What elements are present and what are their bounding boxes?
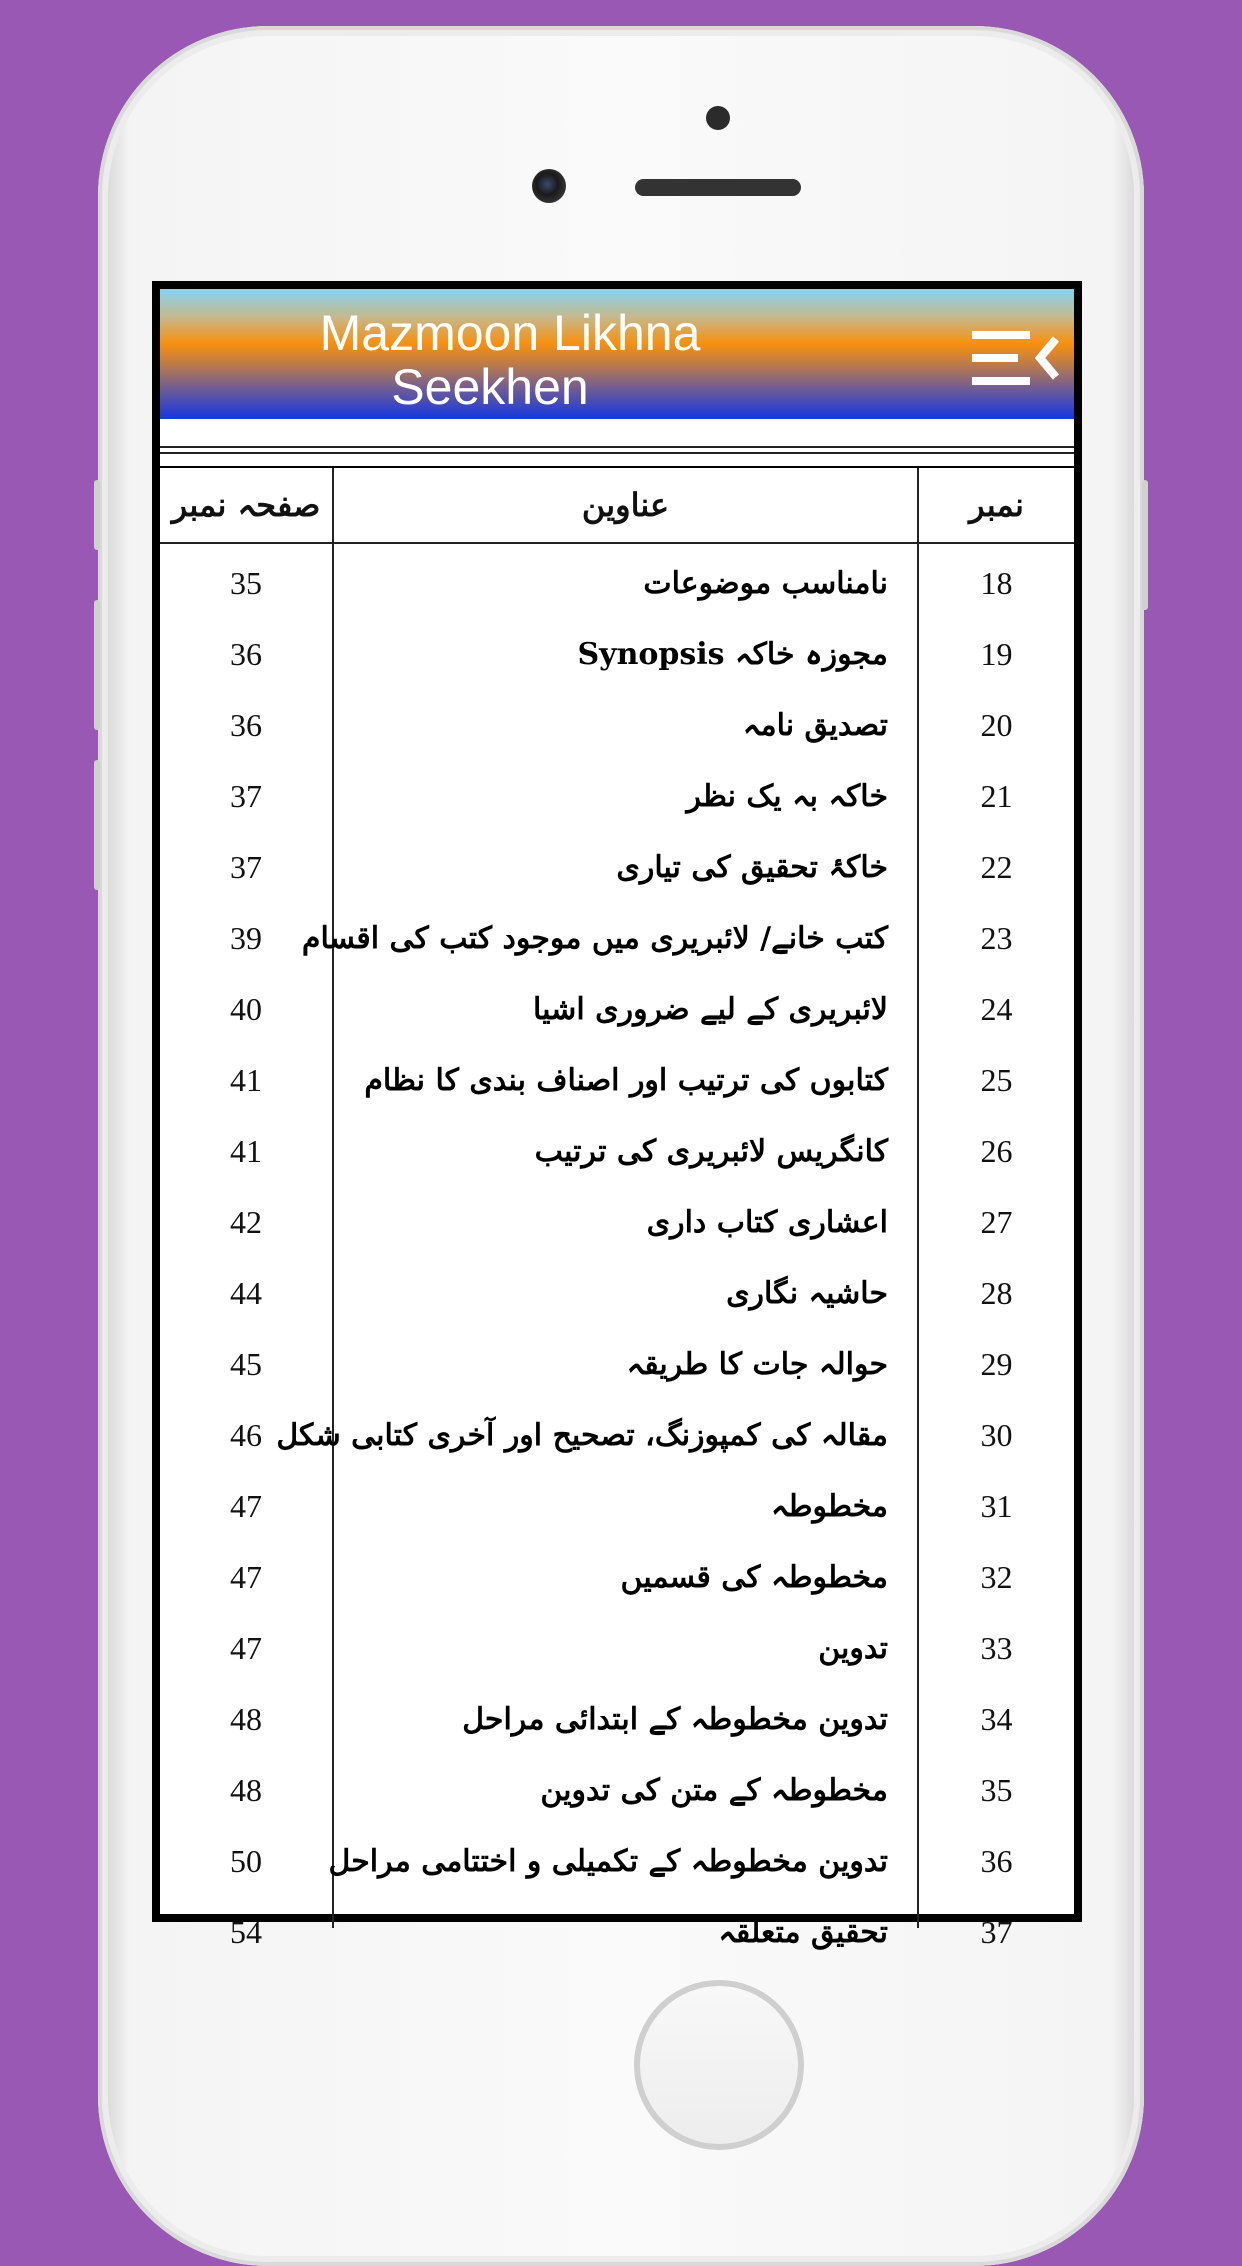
row-number: 18 — [980, 565, 1013, 601]
row-page: 40 — [230, 991, 262, 1027]
table-row[interactable] — [160, 1755, 1074, 1826]
volume-up-button — [94, 600, 100, 730]
row-page: 46 — [230, 1417, 262, 1453]
table-row[interactable] — [160, 1897, 1074, 1968]
earpiece-speaker — [635, 179, 801, 196]
row-number: 28 — [980, 1275, 1013, 1311]
home-button[interactable] — [634, 1980, 804, 2150]
row-title[interactable]: مخطوطہ کے متن کی تدوین — [540, 1773, 888, 1808]
app-title-line1: Mazmoon Likhna — [319, 305, 701, 361]
row-title[interactable]: مخطوطہ — [771, 1489, 888, 1524]
row-title[interactable]: تدوین — [818, 1631, 888, 1666]
row-title[interactable]: مخطوطہ کی قسمیں — [620, 1560, 888, 1595]
row-page: 44 — [230, 1275, 262, 1311]
row-number: 35 — [980, 1772, 1013, 1808]
row-page: 41 — [230, 1062, 262, 1098]
row-number: 27 — [980, 1204, 1013, 1240]
row-page: 37 — [230, 849, 262, 885]
table-row[interactable] — [160, 1471, 1074, 1542]
row-title[interactable]: اعشاری کتاب داری — [646, 1205, 888, 1240]
header-number: نمبر — [969, 486, 1024, 524]
row-title[interactable]: نامناسب موضوعات — [643, 566, 888, 601]
row-page: 47 — [230, 1488, 262, 1524]
row-page: 50 — [230, 1843, 262, 1879]
row-number: 34 — [980, 1701, 1013, 1737]
row-title[interactable]: خاکۂ تحقیق کی تیاری — [616, 850, 888, 885]
row-title[interactable]: کتابوں کی ترتیب اور اصناف بندی کا نظام — [364, 1063, 888, 1098]
row-title[interactable]: تدوین مخطوطہ کے ابتدائی مراحل — [462, 1702, 888, 1737]
row-page: 42 — [230, 1204, 262, 1240]
row-page: 36 — [230, 636, 262, 672]
contents-table — [160, 466, 1074, 1950]
row-number: 37 — [980, 1914, 1013, 1950]
row-page: 47 — [230, 1630, 262, 1666]
app-title-line2: Seekhen — [391, 359, 589, 415]
row-number: 31 — [980, 1488, 1013, 1524]
table-row[interactable] — [160, 1258, 1074, 1329]
row-number: 19 — [980, 636, 1013, 672]
table-row[interactable] — [160, 1045, 1074, 1116]
app-screen — [152, 281, 1082, 1950]
row-page: 35 — [230, 565, 262, 601]
header-titles: عناوین — [581, 486, 670, 524]
table-row[interactable] — [160, 690, 1074, 761]
row-page: 36 — [230, 707, 262, 743]
table-row[interactable] — [160, 1542, 1074, 1613]
table-header — [160, 468, 1074, 544]
row-number: 20 — [980, 707, 1013, 743]
row-page: 48 — [230, 1772, 262, 1808]
table-row[interactable] — [160, 1187, 1074, 1258]
row-number: 24 — [980, 991, 1013, 1027]
row-page: 41 — [230, 1133, 262, 1169]
row-number: 36 — [980, 1843, 1013, 1879]
sensor-dot — [706, 106, 730, 130]
table-row[interactable] — [160, 761, 1074, 832]
row-title[interactable]: کتب خانے/ لائبریری میں موجود کتب کی اقسام — [301, 921, 888, 956]
row-number: 30 — [980, 1417, 1013, 1453]
row-title[interactable]: کانگریس لائبریری کی ترتیب — [534, 1134, 888, 1169]
app-header — [160, 289, 1074, 419]
row-page: 37 — [230, 778, 262, 814]
row-number: 25 — [980, 1062, 1013, 1098]
table-row[interactable] — [160, 832, 1074, 903]
row-title[interactable]: تصدیق نامہ — [742, 708, 888, 743]
row-number: 33 — [980, 1630, 1013, 1666]
row-page: 45 — [230, 1346, 262, 1382]
table-row[interactable] — [160, 619, 1074, 690]
row-number: 23 — [980, 920, 1013, 956]
table-row[interactable] — [160, 903, 1074, 974]
row-title[interactable]: مجوزہ خاکہ Synopsis — [577, 637, 888, 672]
front-camera — [532, 169, 566, 203]
table-row[interactable] — [160, 1613, 1074, 1684]
menu-back-icon[interactable] — [972, 331, 1062, 385]
row-page: 39 — [230, 920, 262, 956]
volume-down-button — [94, 760, 100, 890]
power-button — [1142, 480, 1148, 610]
table-row[interactable] — [160, 1826, 1074, 1897]
double-divider — [160, 446, 1074, 454]
table-row[interactable] — [160, 974, 1074, 1045]
row-number: 21 — [980, 778, 1013, 814]
header-page-number: صفحہ نمبر — [171, 486, 321, 524]
table-row[interactable] — [160, 1400, 1074, 1471]
row-number: 22 — [980, 849, 1013, 885]
row-number: 29 — [980, 1346, 1013, 1382]
table-row[interactable] — [160, 1684, 1074, 1755]
row-number: 32 — [980, 1559, 1013, 1595]
row-title[interactable]: مقالہ کی کمپوزنگ، تصحیح اور آخری کتابی شکل — [276, 1418, 888, 1453]
row-title[interactable]: تحقیق متعلقہ — [718, 1915, 888, 1950]
header-spacer — [160, 419, 1074, 449]
row-title[interactable]: حوالہ جات کا طریقہ — [626, 1347, 888, 1382]
row-title[interactable]: تدوین مخطوطہ کے تکمیلی و اختتامی مراحل — [328, 1844, 888, 1879]
row-title[interactable]: لائبریری کے لیے ضروری اشیا — [532, 992, 888, 1027]
row-number: 26 — [980, 1133, 1013, 1169]
table-row[interactable] — [160, 1116, 1074, 1187]
row-title[interactable]: حاشیہ نگاری — [726, 1276, 888, 1311]
table-row[interactable] — [160, 1329, 1074, 1400]
mute-switch — [94, 480, 100, 550]
row-page: 47 — [230, 1559, 262, 1595]
row-title[interactable]: خاکہ بہ یک نظر — [686, 779, 888, 814]
table-row[interactable] — [160, 548, 1074, 619]
row-page: 48 — [230, 1701, 262, 1737]
row-page: 54 — [230, 1914, 262, 1950]
